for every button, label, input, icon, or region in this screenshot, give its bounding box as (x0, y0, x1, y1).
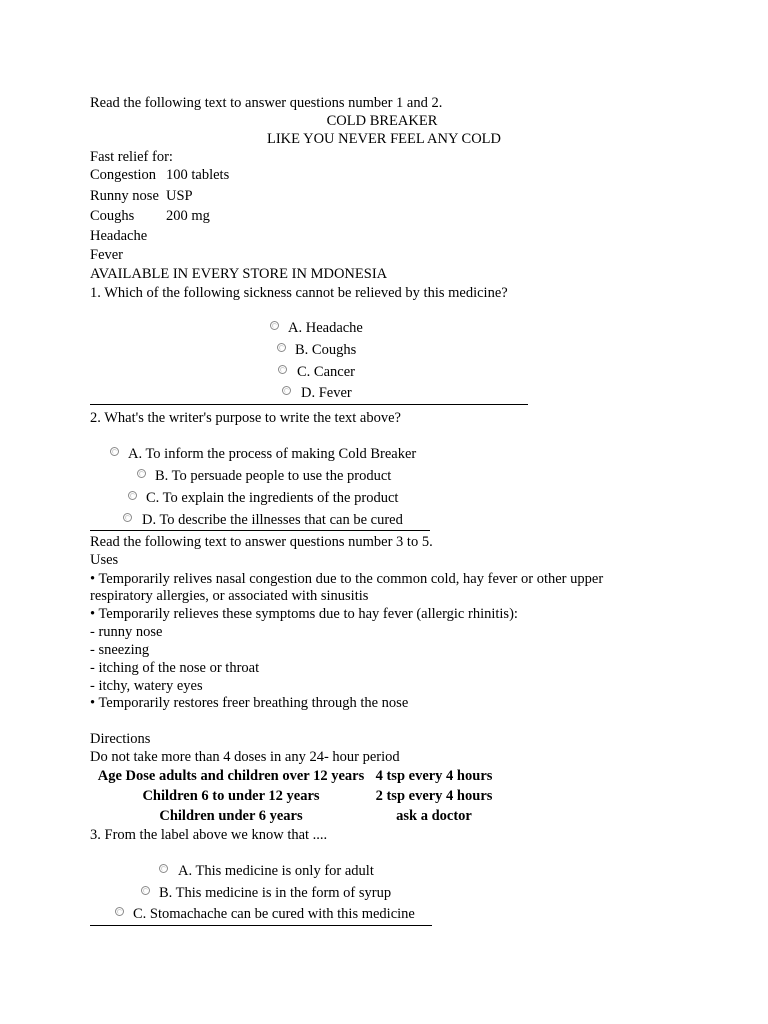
radio-button-icon[interactable] (270, 321, 279, 330)
q3-option-c[interactable] (115, 905, 415, 923)
uses-line: • Temporarily relives nasal congestion due to the common cold, hay fever or other upper (90, 571, 604, 587)
ad-row-right: USP (166, 188, 193, 204)
ad-fast-relief: Fast relief for: (90, 149, 173, 165)
option-label: D. To describe the illnesses that can be cured (142, 512, 403, 528)
radio-button-icon[interactable] (137, 469, 146, 478)
q1-option-a[interactable] (270, 319, 363, 337)
option-label: C. To explain the ingredients of the product (146, 490, 399, 506)
ad-title: COLD BREAKER (326, 113, 438, 129)
dose-table-dose: 4 tsp every 4 hours (375, 768, 493, 784)
uses-line: respiratory allergies, or associated with sinusitis (90, 588, 369, 604)
ad-row-left: Fever (90, 247, 124, 263)
option-label: A. Headache (288, 320, 363, 336)
dose-table-dose: 2 tsp every 4 hours (375, 788, 493, 804)
uses-heading: Uses (90, 552, 119, 568)
question-divider (90, 530, 430, 531)
ad-row-right: 100 tablets (166, 167, 230, 183)
q2-option-b[interactable] (137, 467, 391, 485)
q3-option-b[interactable] (141, 884, 391, 902)
question-divider (90, 404, 528, 405)
q1-option-d[interactable] (282, 384, 352, 402)
uses-line: - itchy, watery eyes (90, 678, 203, 694)
dose-table-who: Children under 6 years (159, 808, 303, 824)
ad-row-left: Congestion (90, 167, 157, 183)
question-2-text: 2. What's the writer's purpose to write the text above? (90, 410, 401, 426)
q2-option-d[interactable] (123, 511, 403, 529)
radio-button-icon[interactable] (123, 513, 132, 522)
option-label: A. To inform the process of making Cold Breaker (128, 446, 417, 462)
option-label: C. Stomachache can be cured with this medicine (133, 906, 415, 922)
ad-row (90, 187, 193, 205)
dose-table-who: Age Dose adults and children over 12 years (97, 768, 365, 784)
radio-button-icon[interactable] (159, 864, 168, 873)
ad-row-left: Coughs (90, 208, 135, 224)
radio-button-icon[interactable] (141, 886, 150, 895)
ad-row (90, 246, 166, 264)
q1-option-c[interactable] (278, 363, 355, 381)
question-divider (90, 925, 432, 926)
ad-row-right: 200 mg (166, 208, 210, 224)
ad-row-left: Runny nose (90, 188, 159, 204)
q2-option-c[interactable] (128, 489, 398, 507)
uses-line: • Temporarily restores freer breathing through the nose (90, 695, 409, 711)
uses-line: - itching of the nose or throat (90, 660, 260, 676)
radio-button-icon[interactable] (278, 365, 287, 374)
option-label: B. Coughs (295, 342, 357, 358)
uses-line: • Temporarily relieves these symptoms due to hay fever (allergic rhinitis): (90, 606, 518, 622)
radio-button-icon[interactable] (115, 907, 124, 916)
option-label: B. This medicine is in the form of syrup (159, 885, 392, 901)
ad-row (90, 207, 210, 225)
option-label: A. This medicine is only for adult (178, 863, 374, 879)
ad-row-left: Headache (90, 228, 148, 244)
dose-table-who: Children 6 to under 12 years (142, 788, 320, 804)
radio-button-icon[interactable] (110, 447, 119, 456)
q2-option-a[interactable] (110, 445, 416, 463)
uses-line: - sneezing (90, 642, 150, 658)
ad-row (90, 227, 166, 245)
question-3-text: 3. From the label above we know that .... (90, 827, 328, 843)
ad-row (90, 166, 229, 184)
q3-option-a[interactable] (159, 862, 374, 880)
directions-heading: Directions (90, 731, 151, 747)
dose-table-dose: ask a doctor (396, 808, 472, 824)
option-label: B. To persuade people to use the product (155, 468, 392, 484)
radio-button-icon[interactable] (282, 386, 291, 395)
q1-option-b[interactable] (277, 341, 356, 359)
uses-line: - runny nose (90, 624, 163, 640)
radio-button-icon[interactable] (128, 491, 137, 500)
ad-availability: AVAILABLE IN EVERY STORE IN MDONESIA (90, 266, 388, 282)
option-label: C. Cancer (297, 364, 355, 380)
option-label: D. Fever (301, 385, 352, 401)
radio-button-icon[interactable] (277, 343, 286, 352)
intro-q1-2: Read the following text to answer questions number 1 and 2. (90, 95, 443, 111)
question-1-text: 1. Which of the following sickness cannot be relieved by this medicine? (90, 285, 508, 301)
intro-q3-5: Read the following text to answer questions number 3 to 5. (90, 534, 433, 550)
ad-slogan: LIKE YOU NEVER FEEL ANY COLD (267, 131, 501, 147)
directions-note: Do not take more than 4 doses in any 24- hour period (90, 749, 400, 765)
